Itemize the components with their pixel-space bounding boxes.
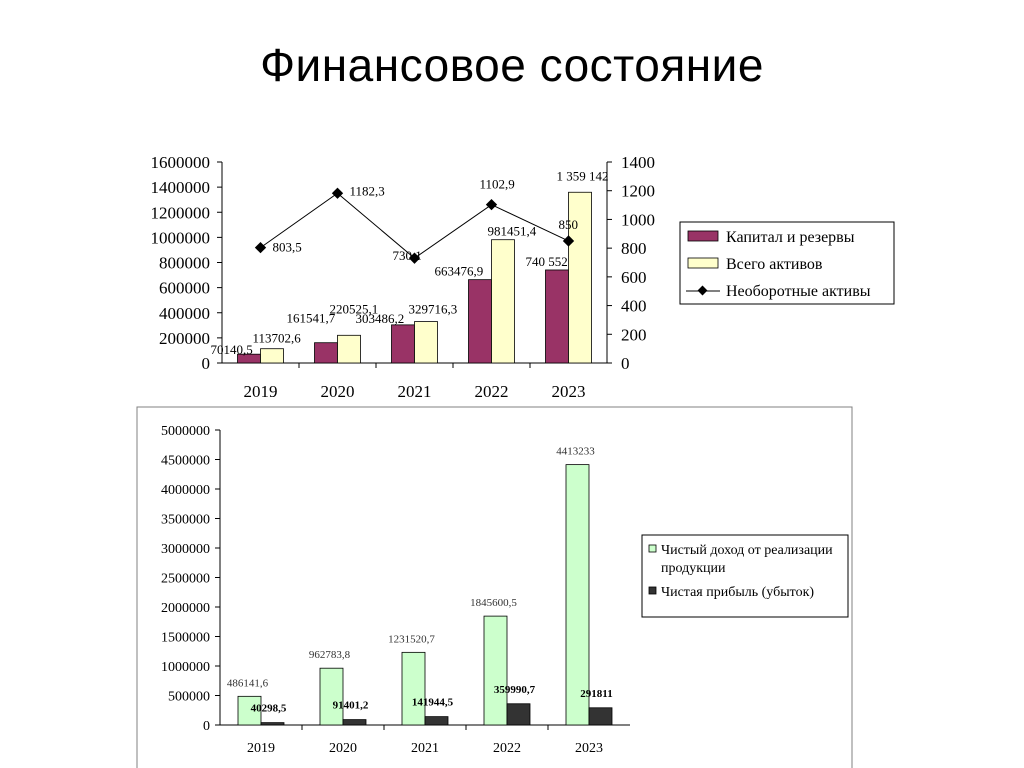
x-tick-label: 2020 [329,741,357,756]
data-label-revenue: 486141,6 [226,677,269,690]
y-tick-label: 500000 [168,689,210,705]
y2-tick-label: 1000 [621,210,655,230]
legend-swatch-capital [688,231,718,241]
bar-profit [589,708,612,725]
data-label-revenue: 4413233 [556,445,595,458]
line-marker [486,199,497,210]
legend-swatch-revenue [649,545,656,552]
y2-tick-label: 1400 [621,153,655,172]
bar-assets [492,240,515,363]
bar-capital [546,270,569,363]
y-tick-label: 2000000 [161,601,210,616]
x-tick-label: 2019 [243,382,278,401]
bar-profit [507,704,530,725]
data-label-profit: 91401,2 [332,699,369,712]
y-tick-label: 3000000 [161,542,210,557]
bar-revenue [402,652,425,725]
data-label-assets: 981451,4 [487,223,537,239]
data-label-profit: 291811 [580,687,613,700]
y-tick-label: 1600000 [150,153,210,172]
data-label-fixed-assets: 803,5 [272,239,302,255]
bar-capital [392,325,415,363]
bar-profit [261,723,284,725]
y2-tick-label: 400 [621,296,647,316]
legend-1 [680,222,894,304]
y-tick-label: 4500000 [161,453,210,469]
data-label-fixed-assets: 1102,9 [479,176,515,192]
data-label-assets: 220525,1 [329,301,379,317]
legend-2 [642,535,848,617]
bar-profit [343,720,366,725]
y2-tick-label: 200 [621,325,647,345]
data-label-capital: 70140,5 [210,342,253,358]
data-label-revenue: 1231520,7 [388,633,435,646]
data-label-assets: 1 359 142 [556,168,609,184]
y-tick-label: 1400000 [150,178,210,198]
y-tick-label: 0 [201,354,210,373]
y2-tick-label: 800 [621,239,647,259]
y-tick-label: 5000000 [161,424,210,439]
legend-label-revenue-line-1: Чистый доход от реализации [661,543,833,558]
bar-revenue [320,668,343,725]
legend-swatch-assets [688,258,718,268]
data-label-profit: 359990,7 [493,683,536,696]
y2-tick-label: 0 [621,354,630,373]
bar-revenue [566,465,589,725]
bar-assets [415,322,438,363]
y-tick-label: 4000000 [161,483,210,498]
y-tick-label: 3500000 [161,512,210,528]
legend-label-profit: Чистая прибыль (убыток) [661,585,815,600]
y-tick-label: 200000 [159,328,210,348]
x-tick-label: 2022 [474,382,509,401]
bar-assets [338,335,361,363]
chart-1 [151,153,895,401]
legend-label-fixed-assets: Необоротные активы [726,283,871,300]
bar-capital [315,343,338,363]
slide-title: Финансовое состояние [260,39,764,91]
y2-tick-label: 600 [621,267,647,287]
y-tick-label: 400000 [159,303,210,323]
y-tick-label: 600000 [159,278,210,298]
y-tick-label: 2500000 [161,571,210,587]
data-label-capital: 663476,9 [434,263,484,279]
data-label-profit: 141944,5 [411,696,454,709]
data-label-assets: 113702,6 [252,330,301,346]
data-label-revenue: 962783,8 [308,649,351,662]
bar-profit [425,717,448,725]
y2-tick-label: 1200 [621,181,655,201]
y-tick-label: 1000000 [150,228,210,248]
bar-assets [261,349,284,363]
y-tick-label: 1000000 [161,660,210,675]
line-marker [255,242,266,253]
bar-revenue [484,616,507,725]
data-label-fixed-assets: 850 [558,216,578,232]
data-label-fixed-assets: 730,1 [392,248,422,264]
y-tick-label: 0 [203,719,210,734]
y-tick-label: 800000 [159,253,210,273]
y-tick-label: 1500000 [161,630,210,646]
data-label-assets: 329716,3 [408,301,458,317]
legend-swatch-profit [649,587,656,594]
data-label-profit: 40298,5 [250,702,287,715]
data-label-revenue: 1845600,5 [470,597,517,610]
x-tick-label: 2023 [575,741,603,756]
x-tick-label: 2019 [247,741,275,756]
legend-label-capital: Капитал и резервы [726,229,855,246]
x-tick-label: 2020 [320,382,355,401]
bar-capital [469,280,492,363]
legend-label-revenue-line-2: продукции [661,561,726,576]
x-tick-label: 2023 [551,382,586,401]
data-label-capital: 740 552 [525,253,568,269]
x-tick-label: 2021 [397,382,432,401]
legend-label-assets: Всего активов [726,256,823,273]
data-label-fixed-assets: 1182,3 [349,183,385,199]
y-tick-label: 1200000 [150,203,210,223]
data-label-capital: 161541,7 [286,310,336,326]
data-label-capital: 303486,2 [355,310,405,326]
x-tick-label: 2022 [493,741,521,756]
x-tick-label: 2021 [411,741,439,756]
